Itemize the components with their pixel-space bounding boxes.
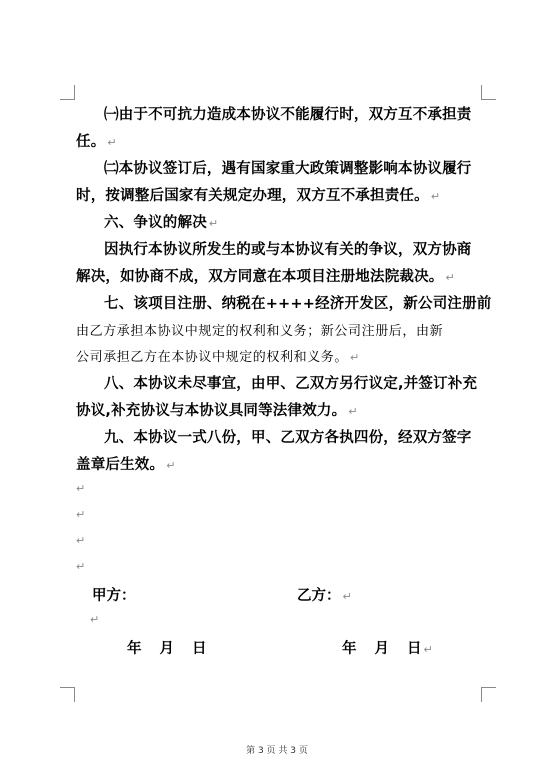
paragraph-mark-icon: ↵ — [350, 351, 360, 364]
paragraph-mark-icon: ↵ — [90, 613, 100, 626]
text-line[interactable]: 解决，如协商不成，双方同意在本项目注册地法院裁决。 ↵ — [76, 269, 455, 285]
party-a-date[interactable] — [127, 637, 207, 658]
paragraph-mark-icon: ↵ — [430, 190, 441, 203]
text-line[interactable]: 由乙方承担本协议中规定的权利和义务；新公司注册后，由新 — [76, 324, 444, 339]
section-heading[interactable]: 六、争议的解决 ↵ — [104, 215, 219, 231]
party-b-date[interactable] — [342, 637, 433, 658]
paragraph-mark-icon: ↵ — [76, 508, 86, 521]
paragraph-mark-icon: ↵ — [348, 405, 358, 418]
date-year: 年 — [127, 641, 142, 657]
paragraph-mark-icon: ↵ — [423, 643, 433, 656]
paragraph-mark-icon: ↵ — [445, 271, 455, 284]
paragraph-mark-icon: ↵ — [208, 217, 219, 230]
text-line[interactable]: 盖章后生效。 ↵ — [76, 457, 176, 473]
text-line[interactable]: 时，按调整后国家有关规定办理，双方互不承担责任。 ↵ — [76, 188, 441, 204]
paragraph-mark-icon: ↵ — [76, 482, 86, 495]
margin-corner-top-right — [481, 85, 496, 100]
date-day: 日 — [192, 641, 207, 657]
date-month: 月 — [159, 641, 174, 657]
date-day: 日 — [407, 641, 422, 657]
paragraph-mark-icon: ↵ — [166, 459, 176, 472]
text-line[interactable]: 公司承担乙方在本协议中规定的权利和义务。 ↵ — [76, 350, 360, 365]
margin-corner-top-left — [60, 85, 75, 100]
paragraph-mark-icon: ↵ — [342, 590, 352, 603]
text-line[interactable]: ㈠由于不可抗力造成本协议不能履行时，双方互不承担责 — [104, 107, 472, 123]
paragraph-mark-icon: ↵ — [107, 136, 117, 149]
text-line[interactable]: 九、本协议一式八份，甲、乙双方各执四份，经双方签字 — [104, 430, 472, 446]
paragraph-mark-icon: ↵ — [76, 560, 86, 573]
margin-corner-bottom-right — [481, 687, 496, 702]
text-line[interactable]: 协议,补充协议与本协议具同等法律效力。 ↵ — [76, 403, 358, 419]
margin-corner-bottom-left — [60, 687, 75, 702]
page-number-footer: 第 3 页 共 3 页 — [246, 746, 308, 756]
text-line[interactable]: 因执行本协议所发生的或与本协议有关的争议，双方协商 — [104, 242, 472, 258]
text-line[interactable]: 任。 ↵ — [76, 134, 117, 150]
text-line[interactable]: ㈡本协议签订后，遇有国家重大政策调整影响本协议履行 — [104, 161, 472, 177]
party-a-label[interactable]: 甲方： — [92, 588, 136, 604]
text-line[interactable]: 八、本协议未尽事宜，由甲、乙双方另行议定,并签订补充 — [104, 376, 478, 392]
date-month: 月 — [374, 641, 389, 657]
party-b-label[interactable]: 乙方： ↵ — [297, 588, 352, 604]
date-year: 年 — [342, 641, 357, 657]
text-line[interactable]: 七、该项目注册、纳税在++++经济开发区，新公司注册前 — [104, 296, 492, 312]
paragraph-mark-icon: ↵ — [76, 534, 86, 547]
